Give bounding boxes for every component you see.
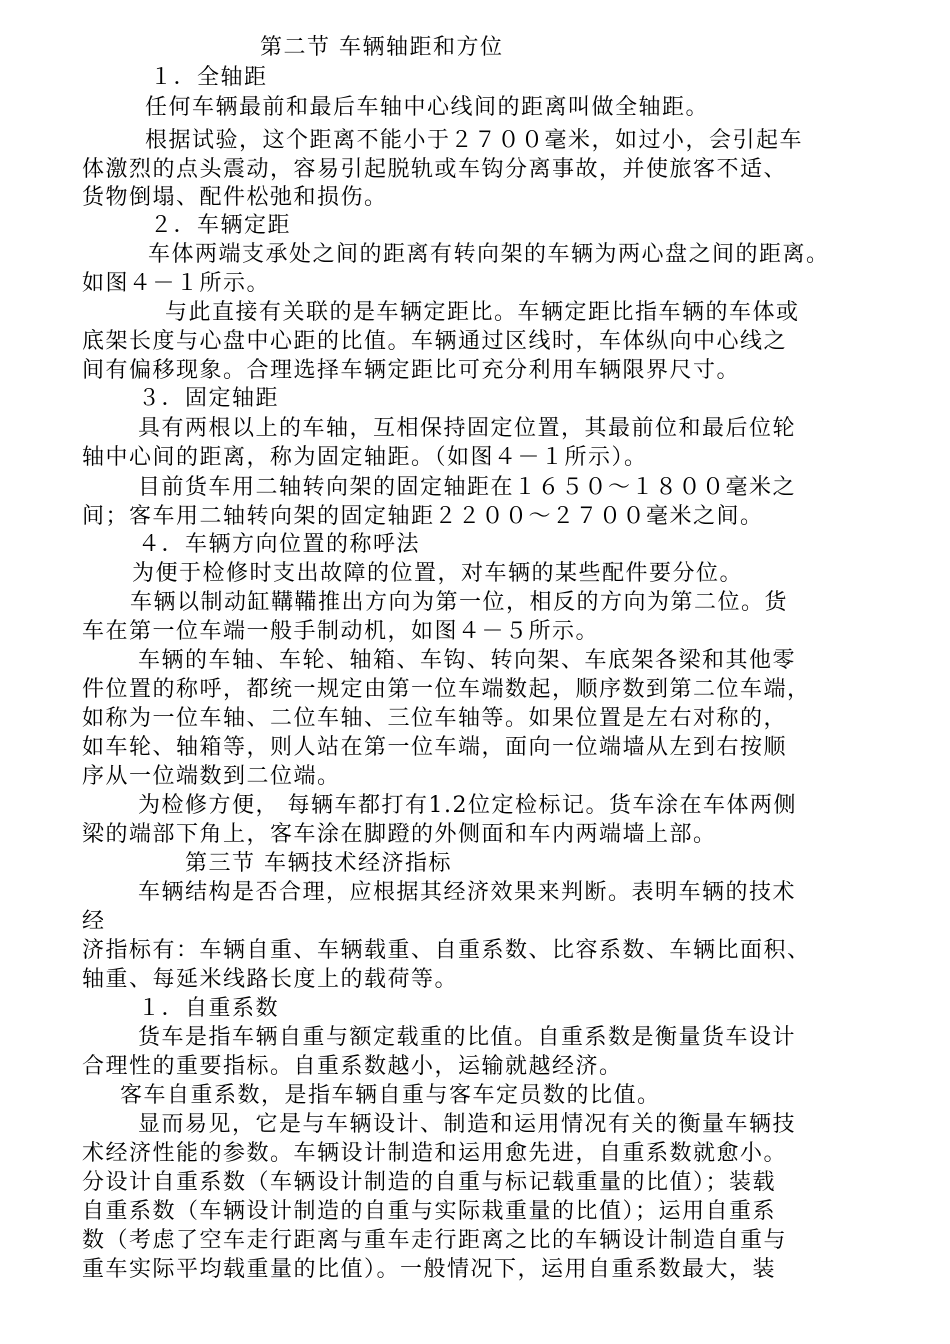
paragraph-line: 件位置的称呼，都统一规定由第一位车端数起，顺序数到第二位车端， [82,677,811,702]
paragraph-line: 如称为一位车轴、二位车轴、三位车轴等。如果位置是左右对称的， [82,706,788,731]
paragraph-line: 显而易见，它是与车辆设计、制造和运用情况有关的衡量车辆技 [138,1112,797,1137]
paragraph-line: 数（考虑了空车走行距离与重车走行距离之比的车辆设计制造自重与 [82,1228,788,1253]
paragraph-line: 轴中心间的距离，称为固定轴距。（如图４－１所示）。 [82,445,648,470]
paragraph-line: 分设计自重系数（车辆设计制造的自重与标记载重量的比值）；装载 [82,1170,777,1195]
heading: ３．固定轴距 [138,386,280,411]
paragraph-line: 如图４－１所示。 [82,271,271,296]
paragraph-line: 车辆结构是否合理，应根据其经济效果来判断。表明车辆的技术 [138,880,797,905]
paragraph-line: 具有两根以上的车轴，互相保持固定位置，其最前位和最后位轮 [138,416,797,441]
paragraph-line: 自重系数（车辆设计制造的自重与实际栽重量的比值）；运用自重系 [82,1199,777,1224]
heading: ２．车辆定距 [150,213,292,238]
paragraph-line: 为便于检修时支出故障的位置，对车辆的某些配件要分位。 [132,561,744,586]
paragraph-line: 货物倒塌、配件松弛和损伤。 [82,185,388,210]
paragraph-line: 车辆的车轴、车轮、轴箱、车钩、转向架、车底架各梁和其他零 [138,648,797,673]
paragraph-line: 根据试验，这个距离不能小于２７００毫米，如过小，会引起车 [145,128,804,153]
paragraph-line: 重车实际平均载重量的比值）。一般情况下，运用自重系数最大，装 [82,1257,777,1282]
paragraph-line: 任何车辆最前和最后车轴中心线间的距离叫做全轴距。 [145,95,710,120]
paragraph-line: 车在第一位车端一般手制动机，如图４－５所示。 [82,619,600,644]
paragraph-line: 货车是指车辆自重与额定载重的比值。自重系数是衡量货车设计 [138,1025,797,1050]
paragraph-line: 体激烈的点头震动，容易引起脱轨或车钩分离事故，并使旅客不适、 [82,157,788,182]
heading: １．全轴距 [150,65,268,90]
paragraph-line: 间；客车用二轴转向架的固定轴距２２００～２７００毫米之间。 [82,504,764,529]
paragraph-line: 车体两端支承处之间的距离有转向架的车辆为两心盘之间的距离。 [148,242,830,267]
paragraph-line: 间有偏移现象。合理选择车辆定距比可充分利用车辆限界尺寸。 [82,358,741,383]
paragraph-line: 序从一位端数到二位端。 [82,764,341,789]
paragraph-line: 底架长度与心盘中心距的比值。车辆通过区线时，车体纵向中心线之 [82,329,788,354]
heading: １．自重系数 [138,996,280,1021]
paragraph-line: 经 [82,909,106,934]
paragraph-line: 济指标有：车辆自重、车辆载重、自重系数、比容系数、车辆比面积、 [82,938,811,963]
paragraph-line: 客车自重系数，是指车辆自重与客车定员数的比值。 [120,1083,661,1108]
paragraph-line: 目前货车用二轴转向架的固定轴距在１６５０～１８００毫米之 [138,475,797,500]
paragraph-line: 轴重、每延米线路长度上的载荷等。 [82,967,459,992]
paragraph-line: 术经济性能的参数。车辆设计制造和运用愈先进，自重系数就愈小。 [82,1141,788,1166]
paragraph-line: 与此直接有关联的是车辆定距比。车辆定距比指车辆的车体或 [165,300,800,325]
paragraph-line: 为检修方便， 每辆车都打有1.2位定检标记。货车涂在车体两侧 [138,793,797,818]
paragraph-line: 车辆以制动缸鞲鞴推出方向为第一位，相反的方向为第二位。货 [130,590,789,615]
heading: ４．车辆方向位置的称呼法 [138,532,421,557]
section-title: 第三节 车辆技术经济指标 [185,851,452,876]
paragraph-line: 合理性的重要指标。自重系数越小，运输就越经济。 [82,1054,623,1079]
section-title: 第二节 车辆轴距和方位 [260,35,504,60]
paragraph-line: 梁的端部下角上，客车涂在脚蹬的外侧面和车内两端墙上部。 [82,822,717,847]
paragraph-line: 如车轮、轴箱等，则人站在第一位车端，面向一位端墙从左到右按顺 [82,735,788,760]
